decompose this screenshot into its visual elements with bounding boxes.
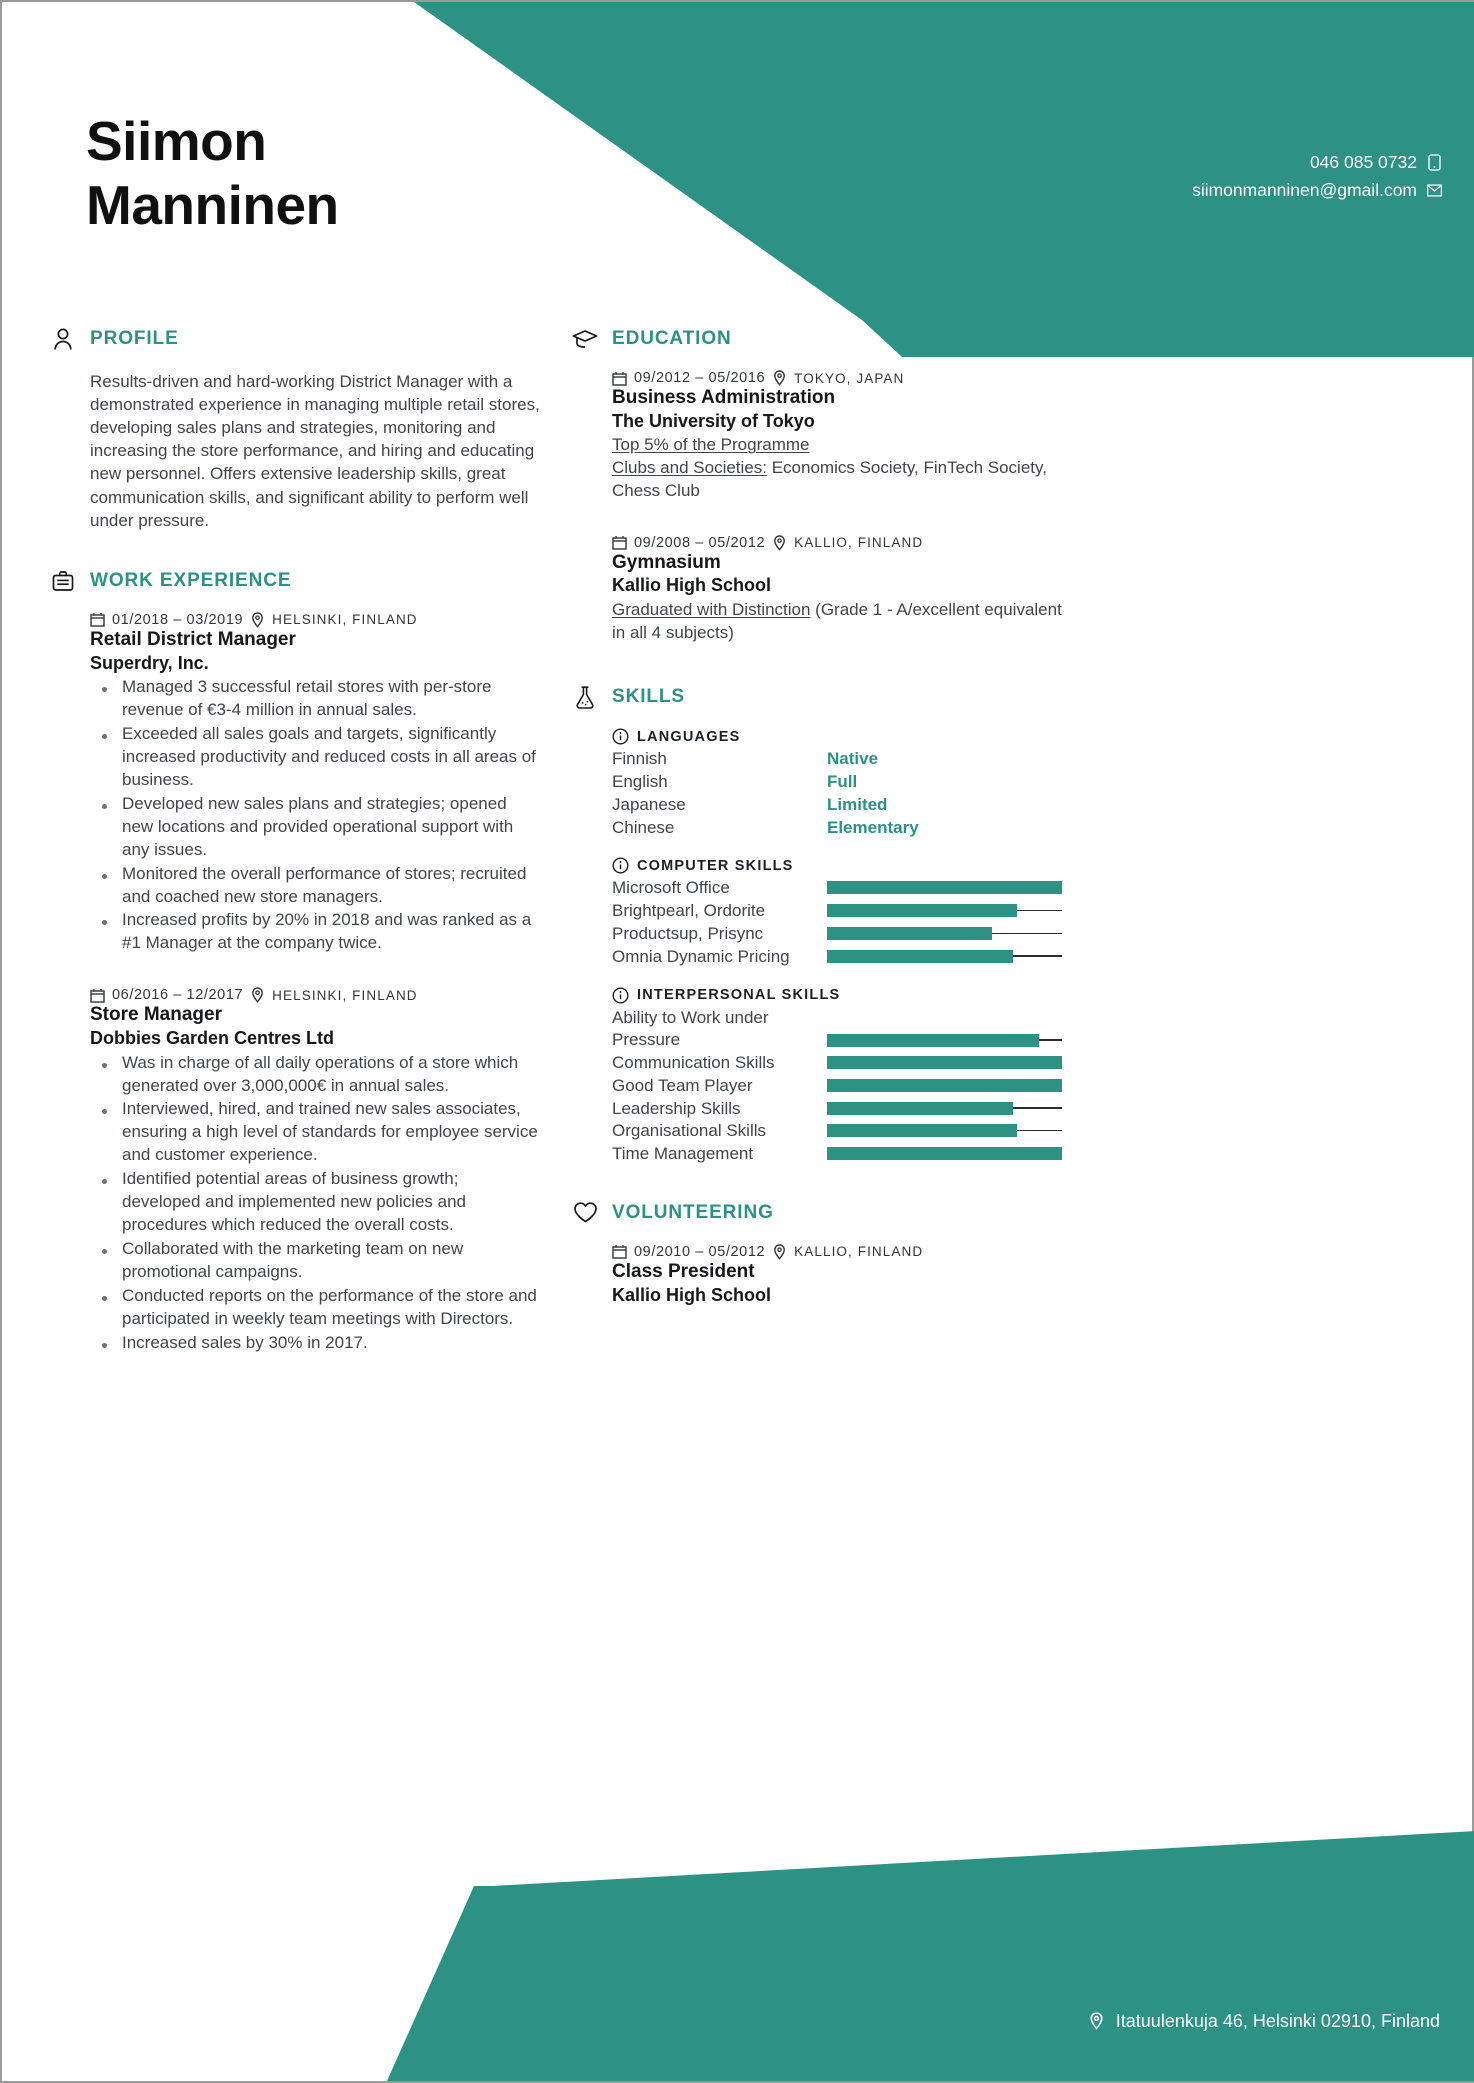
work-location: HELSINKI, FINLAND: [272, 612, 418, 628]
footer-address: [2, 1961, 1474, 2081]
education-meta: [612, 370, 1062, 386]
list-item: [612, 794, 1062, 817]
skill-name: Microsoft Office: [612, 878, 730, 898]
language-name: Chinese: [612, 817, 675, 837]
list-item: Identified potential areas of business growth; developed and implemented new policies and procedures which reduced the overall costs.: [94, 1168, 540, 1237]
skill-bar: [827, 881, 1062, 894]
subsection-title-interpersonal: INTERPERSONAL SKILLS: [637, 987, 841, 1004]
heart-icon: [572, 1200, 598, 1226]
skill-bar: [827, 1034, 1062, 1047]
profile-text: Results-driven and hard-working District Manager with a demonstrated experience in managing multiple retail stores, developing sales plans and strategies, monitoring and increasing the store performance, and hiring and educating new personnel. Offers extensive leadership skills, great communication skills, and significant ability to perform well under pressure.: [90, 372, 540, 530]
graduation-cap-icon: [572, 326, 598, 352]
list-item: [612, 900, 1062, 923]
list-item: Exceeded all sales goals and targets, significantly increased productivity and reduced costs in all areas of business.: [94, 723, 540, 792]
person-icon: [50, 326, 76, 352]
email-value: siimonmanninen@gmail.com: [1192, 180, 1417, 200]
section-title-education: EDUCATION: [612, 328, 732, 349]
section-education-heading: [572, 326, 1062, 352]
section-volunteering-heading: [572, 1200, 1062, 1226]
skill-bar-fill: [827, 1102, 1013, 1115]
list-item: Was in charge of all daily operations of a store which generated over 3,000,000€ in annual sales.: [94, 1052, 540, 1098]
skill-bar-fill: [827, 1034, 1039, 1047]
volunteering-entry: [612, 1244, 1062, 1306]
footer-address-text: Itatuulenkuja 46, Helsinki 02910, Finland: [1115, 2010, 1440, 2031]
list-item: Monitored the overall performance of stores; recruited and coached new store managers.: [94, 863, 540, 909]
list-item: [612, 1052, 1062, 1075]
language-name: Japanese: [612, 794, 686, 814]
list-item: Developed new sales plans and strategies; opened new locations and provided operational support with any issues.: [94, 793, 540, 862]
language-level: Limited: [827, 794, 888, 814]
location-pin-icon: [250, 612, 265, 627]
skill-bar-fill: [827, 950, 1013, 963]
envelope-icon: [1427, 182, 1442, 199]
section-title-work: WORK EXPERIENCE: [90, 569, 292, 591]
section-work-heading: [50, 568, 540, 594]
work-meta: [90, 612, 540, 628]
education-note: [612, 599, 1062, 645]
subsection-title-languages: LANGUAGES: [637, 728, 741, 745]
language-name: Finnish: [612, 749, 667, 769]
language-name: English: [612, 772, 668, 792]
info-icon: [612, 857, 629, 874]
left-column: [50, 326, 540, 1361]
subsection-title-computer: COMPUTER SKILLS: [637, 857, 794, 874]
location-pin-icon: [772, 371, 787, 386]
skill-bar: [827, 927, 1062, 940]
skill-bar-fill: [827, 1147, 1062, 1160]
education-school: The University of Tokyo: [612, 410, 815, 431]
list-item: [612, 817, 1062, 840]
first-name: Siimon: [86, 110, 267, 172]
list-item: [612, 1098, 1062, 1121]
list-item: [612, 1075, 1062, 1098]
location-pin-icon: [250, 988, 265, 1003]
education-meta: [612, 535, 1062, 551]
skill-bar: [827, 1056, 1062, 1069]
work-org: Superdry, Inc.: [90, 652, 209, 673]
contact-phone[interactable]: [1192, 148, 1442, 176]
info-icon: [612, 728, 629, 745]
skill-name: Leadership Skills: [612, 1098, 741, 1118]
section-profile-heading: [50, 326, 540, 352]
phone-icon: [1427, 154, 1442, 171]
work-bullets: [94, 1052, 540, 1355]
skill-bar-fill: [827, 881, 1062, 894]
education-note-rest: (Grade 1 - A/excellent equivalent in all 4 subjects): [612, 599, 1062, 642]
list-item: [612, 1007, 1062, 1053]
section-title-volunteering: VOLUNTEERING: [612, 1201, 774, 1223]
skill-name: Ability to Work under Pressure: [612, 1007, 769, 1050]
skill-bar: [827, 1147, 1062, 1160]
education-school: Kallio High School: [612, 575, 772, 596]
skill-name: Organisational Skills: [612, 1121, 767, 1141]
list-item: Increased sales by 30% in 2017.: [94, 1332, 540, 1355]
computer-skills-chart: [612, 877, 1062, 968]
work-org: Dobbies Garden Centres Ltd: [90, 1028, 335, 1049]
phone-value: 046 085 0732: [1309, 152, 1417, 172]
flask-icon: [572, 684, 598, 710]
education-degree: Gymnasium: [612, 551, 721, 573]
section-title-profile: PROFILE: [90, 328, 179, 349]
work-role: Retail District Manager: [90, 628, 296, 650]
skill-bar: [827, 1102, 1062, 1115]
volunteering-location: KALLIO, FINLAND: [794, 1244, 924, 1260]
skill-bar-fill: [827, 1079, 1062, 1092]
work-location: HELSINKI, FINLAND: [272, 987, 418, 1003]
briefcase-icon: [50, 568, 76, 594]
list-item: [612, 923, 1062, 946]
skill-bar: [827, 1079, 1062, 1092]
education-note-highlight: Graduated with Distinction: [612, 599, 811, 619]
skill-bar-fill: [827, 904, 1017, 917]
list-item: Conducted reports on the performance of the store and participated in weekly team meetings with Directors.: [94, 1285, 540, 1331]
location-pin-icon: [772, 535, 787, 550]
list-item: [612, 1143, 1062, 1166]
education-entry: [612, 370, 1062, 503]
section-title-skills: SKILLS: [612, 686, 685, 708]
subsection-interpersonal-heading: [612, 987, 1062, 1004]
education-location: TOKYO, JAPAN: [794, 370, 905, 386]
work-entry: [90, 987, 540, 1354]
last-name: Manninen: [86, 173, 339, 236]
skill-bar-fill: [827, 927, 992, 940]
work-meta: [90, 987, 540, 1003]
calendar-icon: [90, 612, 105, 627]
list-item: [612, 748, 1062, 771]
education-degree: Business Administration: [612, 387, 836, 408]
language-level: Full: [827, 772, 858, 792]
education-entry: [612, 535, 1062, 645]
skill-bar: [827, 1124, 1062, 1137]
subsection-computer-heading: [612, 857, 1062, 874]
list-item: [612, 771, 1062, 794]
right-column: [572, 326, 1062, 1312]
subsection-languages-heading: [612, 728, 1062, 745]
skill-name: Omnia Dynamic Pricing: [612, 946, 790, 966]
volunteering-meta: [612, 1244, 1062, 1260]
skill-bar: [827, 904, 1062, 917]
location-pin-icon: [1088, 2012, 1105, 2031]
education-clubs: [612, 457, 1062, 503]
skill-name: Time Management: [612, 1144, 754, 1164]
education-note: [612, 434, 1062, 457]
list-item: Collaborated with the marketing team on new promotional campaigns.: [94, 1238, 540, 1284]
list-item: Interviewed, hired, and trained new sales associates, ensuring a high level of standards for employee service and customer experience.: [94, 1098, 540, 1167]
skill-bar-fill: [827, 1124, 1017, 1137]
work-bullets: [94, 676, 540, 955]
calendar-icon: [612, 371, 627, 386]
skill-name: Brightpearl, Ordorite: [612, 901, 766, 921]
skill-name: Productsup, Prisync: [612, 924, 764, 944]
skill-bar-fill: [827, 1056, 1062, 1069]
education-clubs-label: Clubs and Societies:: [612, 458, 767, 478]
skill-name: Communication Skills: [612, 1053, 775, 1073]
info-icon: [612, 987, 629, 1004]
work-dates: 06/2016 – 12/2017: [112, 987, 244, 1004]
list-item: [612, 1120, 1062, 1143]
calendar-icon: [612, 535, 627, 550]
contact-email[interactable]: [1192, 176, 1442, 204]
volunteering-org: Kallio High School: [612, 1284, 772, 1305]
list-item: [612, 877, 1062, 900]
work-entry: [90, 612, 540, 956]
location-pin-icon: [772, 1244, 787, 1259]
list-item: [612, 946, 1062, 969]
volunteering-role: Class President: [612, 1260, 755, 1282]
education-clubs-value: Economics Society, FinTech Society, Chess Club: [612, 458, 1047, 500]
section-skills-heading: [572, 684, 1062, 710]
list-item: Increased profits by 20% in 2018 and was ranked as a #1 Manager at the company twice.: [94, 909, 540, 955]
language-level: Native: [827, 749, 879, 769]
work-dates: 01/2018 – 03/2019: [112, 611, 244, 628]
education-note-highlight: Top 5% of the Programme: [612, 435, 810, 455]
education-dates: 09/2012 – 05/2016: [634, 370, 766, 386]
calendar-icon: [90, 988, 105, 1003]
calendar-icon: [612, 1244, 627, 1259]
skill-name: Good Team Player: [612, 1075, 753, 1095]
education-location: KALLIO, FINLAND: [794, 535, 924, 551]
languages-list: [612, 748, 1062, 839]
interpersonal-skills-chart: [612, 1007, 1062, 1166]
volunteering-dates: 09/2010 – 05/2012: [634, 1243, 766, 1260]
contact-block: [1192, 148, 1442, 204]
skill-bar: [827, 950, 1062, 963]
list-item: Managed 3 successful retail stores with per-store revenue of €3-4 million in annual sales.: [94, 676, 540, 722]
work-role: Store Manager: [90, 1004, 222, 1026]
language-level: Elementary: [827, 817, 919, 837]
page-title: [86, 110, 339, 238]
education-dates: 09/2008 – 05/2012: [634, 534, 766, 551]
